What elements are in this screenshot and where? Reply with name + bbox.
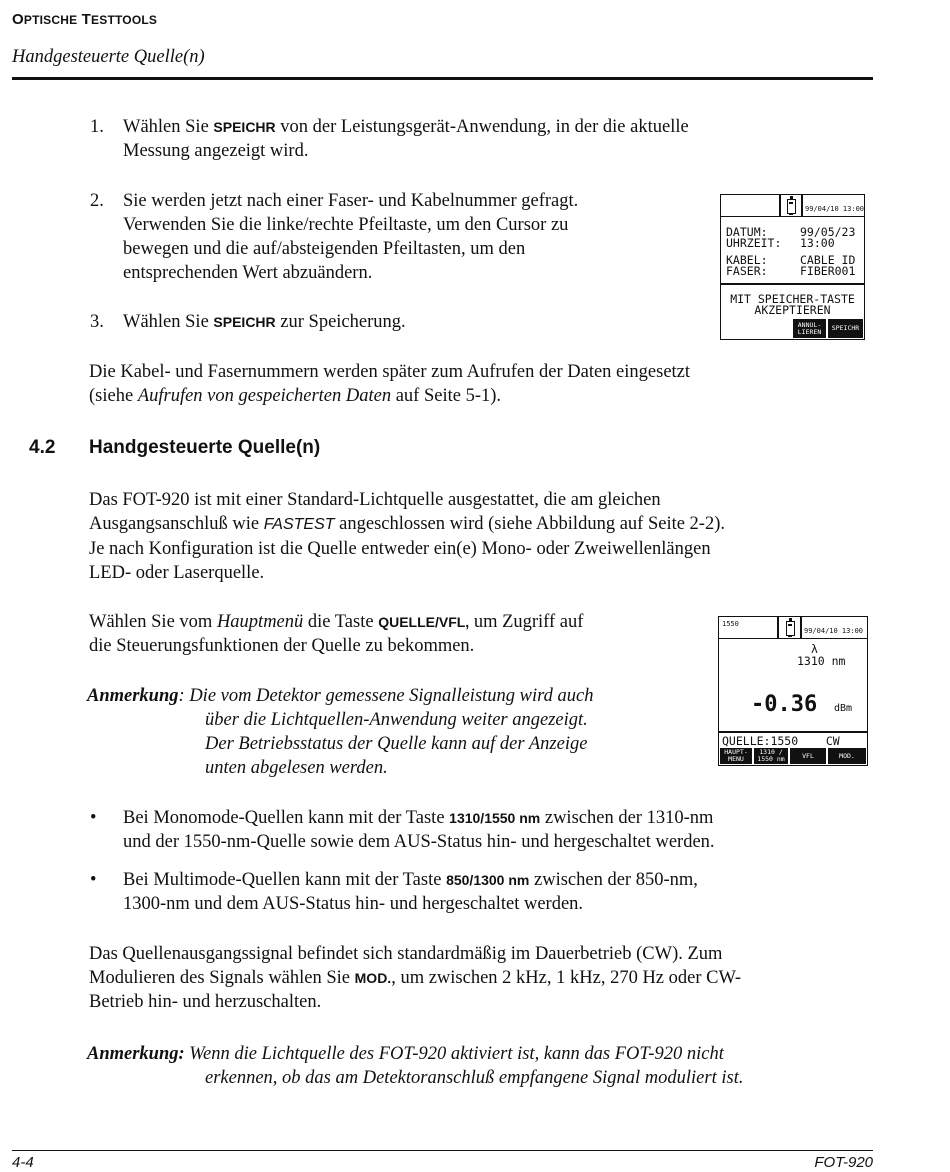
uhrzeit-value: 13:00: [800, 236, 835, 250]
step-2-text: Sie werden jetzt nach einer Faser- und Kabelnummer gefragt. Verwenden Sie die linke/rechte Pfeiltaste, um den Cursor zu bewegen und die auf/absteigenden Pfeiltasten, um den entsprechenden Wert abzuändern.: [123, 191, 579, 283]
bullet-multimode: Bei Multimode-Quellen kann mit der Taste 850/1300 nm zwischen der 850-nm, 1300-nm und dem AUS-Status hin- und hergeschaltet werden.: [123, 870, 698, 914]
faser-label: FASER:: [726, 264, 768, 278]
uhrzeit-label: UHRZEIT:: [726, 236, 782, 250]
softkey-modulation[interactable]: MOD.: [828, 748, 866, 764]
lambda-symbol: λ: [811, 642, 818, 656]
softkey-main-menu[interactable]: HAUPT- MENU: [720, 748, 752, 764]
device-screen-save: [720, 194, 865, 340]
footer-model: FOT-920: [814, 1154, 873, 1171]
note-2: Anmerkung: Wenn die Lichtquelle des FOT-920 aktiviert ist, kann das FOT-920 nicht: [87, 1044, 724, 1064]
softkey-save[interactable]: SPEICHR: [828, 319, 863, 338]
step-3-text: Wählen Sie SPEICHR zur Speicherung.: [123, 312, 406, 332]
wavelength-readout: 1310 nm: [797, 654, 846, 668]
bullet-mark: •: [90, 870, 97, 890]
battery-icon: [786, 621, 795, 636]
note-2-continuation: erkennen, ob das am Detektoranschluß empfangene Signal moduliert ist.: [205, 1068, 744, 1088]
kabel-label: KABEL:: [726, 253, 768, 267]
page-number: 4-4: [12, 1154, 34, 1171]
step-number: 3.: [90, 312, 104, 332]
note-1-continuation: über die Lichtquellen-Anwendung weiter angezeigt. Der Betriebsstatus der Quelle kann auf der Anzeige unten abgelesen werden.: [205, 710, 588, 778]
bullet-mark: •: [90, 808, 97, 828]
screen-datetime: 99/04/10 13:00: [805, 205, 865, 213]
screen-message-1: MIT SPEICHER-TASTE: [730, 292, 855, 306]
kabel-value: CABLE ID: [800, 253, 856, 267]
source-intro-paragraph: Das FOT-920 ist mit einer Standard-Lichtquelle ausgestattet, die am gleichen Ausgangsanschluß wie FASTEST angeschlossen wird (siehe Abbildung auf Seite 2-2). Je nach Konfiguration ist die Quelle entweder ein(e) Mono- oder Zweiwellenlängen LED- oder Laserquelle.: [89, 490, 726, 583]
device-screen-source: [718, 616, 868, 766]
header-rule: [12, 77, 873, 80]
softkey-cancel[interactable]: ANNUL- LIEREN: [793, 319, 826, 338]
battery-icon: [787, 199, 796, 214]
chapter-title: OPTISCHE TESTTOOLS: [12, 11, 158, 28]
step-1-text: Wählen Sie SPEICHR von der Leistungsgerät-Anwendung, in der die aktuelle Messung angezeigt wird.: [123, 117, 689, 161]
source-access-paragraph: Wählen Sie vom Hauptmenü die Taste QUELLE/VFL, um Zugriff auf die Steuerungsfunktionen der Quelle zu bekommen.: [89, 612, 584, 656]
datum-value: 99/05/23: [800, 225, 856, 239]
screen-message-2: AKZEPTIEREN: [754, 303, 831, 317]
section-heading: Handgesteuerte Quelle(n): [89, 437, 321, 458]
section-number: 4.2: [29, 437, 56, 458]
power-readout: -0.36: [751, 692, 818, 717]
step-number: 2.: [90, 191, 104, 211]
screen-datetime: 99/04/10 13:00: [804, 627, 864, 635]
faser-value: FIBER001: [800, 264, 856, 278]
screen-status-bar: [721, 195, 864, 217]
power-unit: dBm: [834, 703, 853, 714]
softkey-wavelength-toggle[interactable]: 1310 / 1550 nm: [754, 748, 788, 764]
screen-status-bar: [719, 617, 867, 639]
modulation-paragraph: Das Quellenausgangssignal befindet sich standardmäßig im Dauerbetrieb (CW). Zum Modulieren des Signals wählen Sie MOD., um zwischen 2 kHz, 1 kHz, 270 Hz oder CW- Betrieb hin- und herzuschalten.: [89, 944, 742, 1012]
step-number: 1.: [90, 117, 104, 137]
source-wavelength-indicator: 1550: [722, 620, 739, 628]
datum-label: DATUM:: [726, 225, 768, 239]
note-1: Anmerkung: Die vom Detektor gemessene Signalleistung wird auch: [87, 686, 594, 706]
section-title: Handgesteuerte Quelle(n): [12, 47, 205, 67]
softkey-vfl[interactable]: VFL: [790, 748, 826, 764]
source-status: QUELLE:1550 CW: [722, 734, 840, 748]
bullet-monomode: Bei Monomode-Quellen kann mit der Taste 1310/1550 nm zwischen der 1310-nm und der 1550-nm-Quelle sowie dem AUS-Status hin- und hergeschaltet werden.: [123, 808, 715, 852]
footer-rule: [12, 1150, 873, 1151]
after-steps-paragraph: Die Kabel- und Fasernummern werden später zum Aufrufen der Daten eingesetzt (siehe Aufrufen von gespeicherten Daten auf Seite 5-1).: [89, 362, 691, 406]
